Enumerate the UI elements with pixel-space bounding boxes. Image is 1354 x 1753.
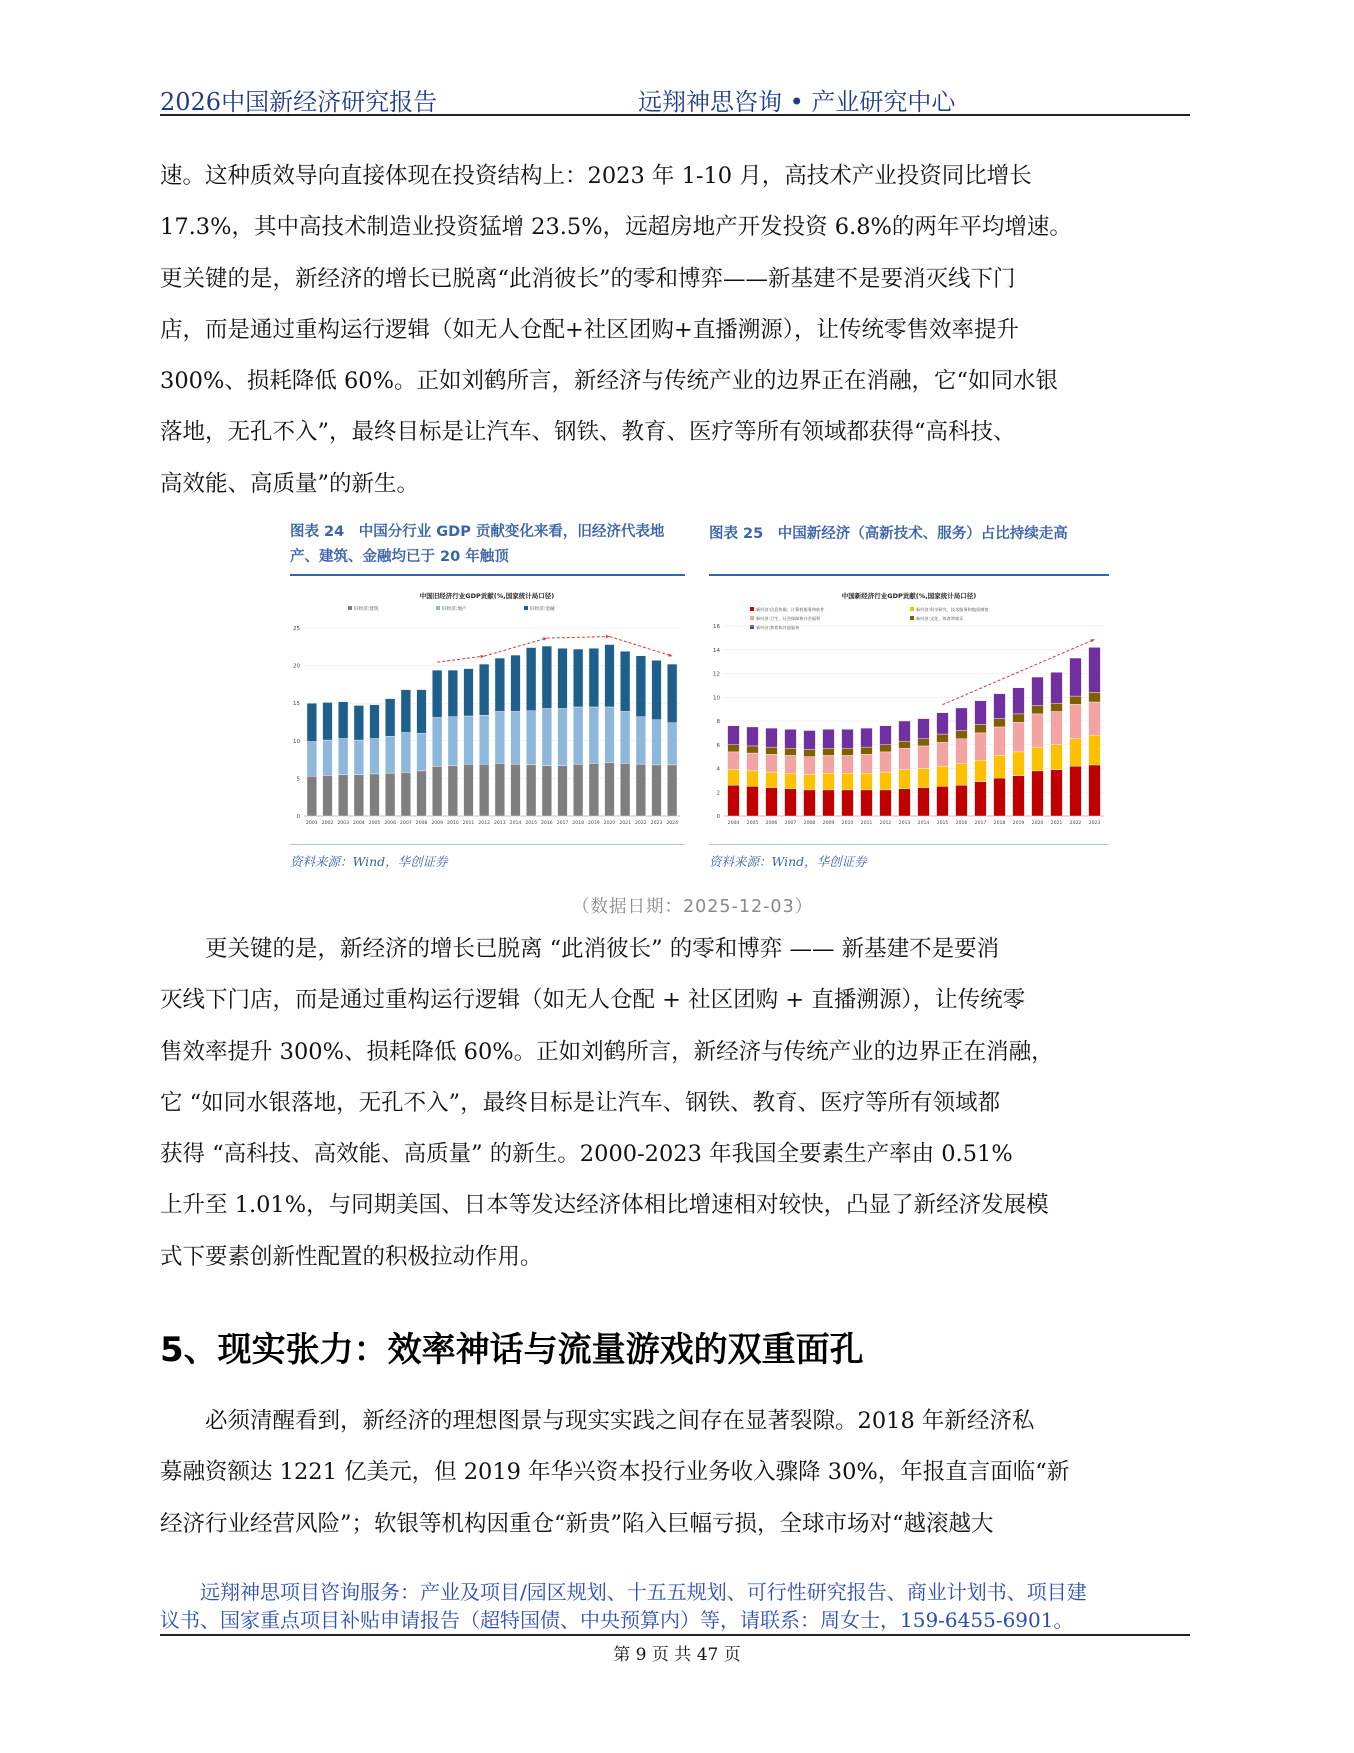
bar-segment xyxy=(652,660,662,719)
bar-segment xyxy=(975,725,987,733)
bar-segment xyxy=(842,773,854,790)
bar-segment xyxy=(766,772,778,787)
bar-segment xyxy=(464,764,474,816)
chart-title: 中国旧经济行业GDP贡献(%,国家统计局口径) xyxy=(419,592,555,600)
x-tick-label: 2012 xyxy=(879,821,892,826)
y-tick-label: 10 xyxy=(713,695,720,702)
bar-segment xyxy=(636,717,646,764)
bar-segment xyxy=(918,769,930,788)
x-tick-label: 2023 xyxy=(650,821,663,826)
bar-segment xyxy=(589,648,599,707)
bar-segment xyxy=(495,711,505,763)
bar-segment xyxy=(937,742,949,766)
x-tick-label: 2015 xyxy=(936,821,949,826)
x-tick-label: 2023 xyxy=(1088,821,1101,826)
bar-segment xyxy=(994,755,1006,778)
x-tick-label: 2003 xyxy=(337,821,350,826)
bar-segment xyxy=(747,746,759,753)
bar-segment xyxy=(323,775,333,816)
legend-label: 新经济:卫生、社会保障和社会福利 xyxy=(756,616,821,621)
bar-segment xyxy=(1013,714,1025,722)
x-tick-label: 2011 xyxy=(462,821,475,826)
x-tick-label: 2010 xyxy=(446,821,459,826)
bar-segment xyxy=(526,648,536,711)
figure-right-source: 资料来源：Wind，华创证券 xyxy=(709,854,867,869)
bar-segment xyxy=(370,739,380,774)
bar-segment xyxy=(728,770,740,785)
bar-segment xyxy=(785,789,797,816)
y-tick-label: 0 xyxy=(296,814,300,820)
chart-title: 中国新经济行业GDP贡献(%,国家统计局口径) xyxy=(841,592,977,600)
bar-segment xyxy=(975,760,987,781)
footer-note-line: 议书、国家重点项目补贴申请报告（超特国债、中央预算内）等，请联系：周女士，159-6455-6901。 xyxy=(160,1608,1074,1632)
bar-segment xyxy=(1070,696,1082,704)
page-number: 第 9 页 共 47 页 xyxy=(613,1645,741,1665)
bar-segment xyxy=(385,773,395,816)
paragraph-1 xyxy=(160,151,1190,510)
figure-left-source: 资料来源：Wind，华创证券 xyxy=(290,854,448,869)
report-title: 2026中国新经济研究报告 xyxy=(160,88,438,116)
x-tick-label: 2009 xyxy=(431,821,444,826)
legend-swatch xyxy=(910,607,914,611)
section-heading: 5、现实张力：效率神话与流量游戏的双重面孔 xyxy=(160,1330,864,1370)
bar-segment xyxy=(804,731,816,750)
bar-segment xyxy=(1051,770,1063,816)
bar-segment xyxy=(652,720,662,765)
legend-label: 新经济:信息传输、计算机服务和软件 xyxy=(756,607,825,612)
bar-segment xyxy=(918,719,930,739)
bar-segment xyxy=(667,723,677,765)
bar-segment xyxy=(1051,703,1063,711)
bar-segment xyxy=(937,713,949,734)
text-line: 式下要素创新性配置的积极拉动作用。 xyxy=(160,1243,543,1270)
x-tick-label: 2002 xyxy=(321,821,334,826)
bar-segment xyxy=(918,739,930,746)
text-line: 300%、损耗降低 60%。正如刘鹤所言，新经济与传统产业的边界正在消融，它“如同水银 xyxy=(160,368,1058,395)
text-line: 灭线下门店，而是通过重构运行逻辑（如无人仓配 + 社区团购 + 直播溯源），让传统零 xyxy=(160,987,1026,1014)
bar-segment xyxy=(370,774,380,816)
bar-segment xyxy=(823,790,835,816)
bar-segment xyxy=(1013,722,1025,752)
bar-segment xyxy=(880,790,892,816)
bar-segment xyxy=(842,790,854,816)
legend-label: 新经济:科学研究、技术服务和地质勘查 xyxy=(916,607,989,612)
bar-segment xyxy=(620,711,630,763)
bar-segment xyxy=(994,778,1006,816)
bar-segment xyxy=(589,707,599,763)
bar-segment xyxy=(1051,745,1063,770)
bar-segment xyxy=(464,716,474,764)
bar-segment xyxy=(1070,739,1082,766)
bar-segment xyxy=(605,707,615,763)
bar-segment xyxy=(511,711,521,764)
bar-segment xyxy=(899,748,911,769)
bar-segment xyxy=(1089,735,1101,765)
x-tick-label: 2016 xyxy=(955,821,968,826)
bar-segment xyxy=(1070,658,1082,696)
figure-right-bottom-rule xyxy=(709,844,1109,845)
legend-label: 旧经济:地产 xyxy=(442,607,467,612)
bar-segment xyxy=(573,707,583,764)
paragraph-2 xyxy=(160,924,1190,1283)
bar-segment xyxy=(1032,706,1044,714)
bar-segment xyxy=(785,748,797,755)
bar-segment xyxy=(880,726,892,745)
bar-segment xyxy=(785,755,797,773)
trend-line xyxy=(547,637,610,639)
x-tick-label: 2024 xyxy=(666,821,679,826)
x-tick-label: 2013 xyxy=(493,821,506,826)
bar-segment xyxy=(823,748,835,755)
legend-swatch xyxy=(750,625,754,629)
bar-segment xyxy=(511,655,521,711)
bar-segment xyxy=(1070,766,1082,816)
legend-label: 新经济:文化、体育和娱乐 xyxy=(916,616,964,621)
text-line: 必须清醒看到，新经济的理想图景与现实实践之间存在显著裂隙。2018 年新经济私 xyxy=(160,1408,1035,1434)
bar-segment xyxy=(417,733,427,771)
bar-segment xyxy=(975,782,987,816)
x-tick-label: 2020 xyxy=(603,821,616,826)
bar-segment xyxy=(620,651,630,711)
footer-contact-note xyxy=(160,1578,1190,1634)
y-tick-label: 8 xyxy=(716,719,720,725)
bar-segment xyxy=(785,729,797,748)
bar-segment xyxy=(1089,765,1101,816)
bar-segment xyxy=(667,765,677,816)
bar-segment xyxy=(526,765,536,816)
x-tick-label: 2001 xyxy=(305,821,318,826)
legend-swatch xyxy=(524,606,528,610)
text-line: 17.3%，其中高技术制造业投资猛增 23.5%，远超房地产开发投资 6.8%的两年平均增速。 xyxy=(160,214,1072,241)
bar-segment xyxy=(370,705,380,739)
text-line: 更关键的是，新经济的增长已脱离 “此消彼长” 的零和博弈 —— 新基建不是要消 xyxy=(160,936,1000,962)
bar-segment xyxy=(918,746,930,769)
bar-segment xyxy=(385,699,395,737)
bar-segment xyxy=(747,786,759,816)
bar-segment xyxy=(994,719,1006,727)
new-economy-gdp-chart xyxy=(708,590,1110,832)
y-tick-label: 12 xyxy=(713,671,720,678)
bar-segment xyxy=(747,771,759,786)
figure-left-rule xyxy=(290,574,685,576)
bar-segment xyxy=(323,740,333,775)
bar-segment xyxy=(994,694,1006,719)
x-tick-label: 2017 xyxy=(974,821,987,826)
bar-segment xyxy=(526,711,536,765)
bar-segment xyxy=(861,790,873,816)
bar-segment xyxy=(766,747,778,754)
y-tick-label: 4 xyxy=(716,766,720,773)
legend-swatch xyxy=(910,616,914,620)
bar-segment xyxy=(495,763,505,816)
x-tick-label: 2011 xyxy=(860,821,873,826)
text-line: 上升至 1.01%，与同期美国、日本等发达经济体相比增速相对较快，凸显了新经济发展模 xyxy=(160,1192,1049,1219)
bar-segment xyxy=(573,649,583,707)
bar-segment xyxy=(1089,693,1101,703)
text-line: 落地，无孔不入”，最终目标是让汽车、钢铁、教育、医疗等所有领域都获得“高科技、 xyxy=(160,419,1016,446)
x-tick-label: 2005 xyxy=(746,821,759,826)
bar-segment xyxy=(994,727,1006,756)
bar-segment xyxy=(573,764,583,816)
x-tick-label: 2008 xyxy=(803,821,816,826)
x-tick-label: 2018 xyxy=(572,821,585,826)
y-tick-label: 6 xyxy=(716,742,720,749)
bar-segment xyxy=(842,755,854,773)
figure-left-caption: 图表 24 中国分行业 GDP 贡献变化来看，旧经济代表地产、建筑、金融均已于 20 年触顶 xyxy=(290,524,665,565)
bar-segment xyxy=(558,766,568,816)
bar-segment xyxy=(636,656,646,717)
bar-segment xyxy=(1032,677,1044,706)
x-tick-label: 2014 xyxy=(917,821,930,826)
bar-segment xyxy=(1013,688,1025,714)
footer-note-line: 远翔神思项目咨询服务：产业及项目/园区规划、十五五规划、可行性研究报告、商业计划书、项目建 xyxy=(160,1580,1087,1604)
bar-segment xyxy=(823,773,835,790)
bar-segment xyxy=(785,773,797,788)
bar-segment xyxy=(766,728,778,747)
bar-segment xyxy=(542,708,552,765)
bar-segment xyxy=(307,776,317,816)
x-tick-label: 2005 xyxy=(368,821,381,826)
bar-segment xyxy=(1013,752,1025,776)
bar-segment xyxy=(1089,702,1101,735)
bar-segment xyxy=(542,766,552,816)
bar-segment xyxy=(747,727,759,746)
x-tick-label: 2019 xyxy=(1012,821,1025,826)
bar-segment xyxy=(804,774,816,789)
bar-segment xyxy=(432,670,442,717)
legend-label: 旧经济:建筑 xyxy=(354,607,379,612)
bar-segment xyxy=(448,670,458,717)
text-line: 售效率提升 300%、损耗降低 60%。正如刘鹤所言，新经济与传统产业的边界正在消融， xyxy=(160,1038,1054,1065)
text-line: 高效能、高质量”的新生。 xyxy=(160,470,420,497)
y-tick-label: 15 xyxy=(293,701,300,708)
x-tick-label: 2009 xyxy=(822,821,835,826)
bar-segment xyxy=(804,790,816,816)
bar-segment xyxy=(432,766,442,816)
bar-segment xyxy=(432,717,442,766)
bar-segment xyxy=(401,772,411,816)
bar-segment xyxy=(1032,771,1044,816)
bar-segment xyxy=(880,752,892,772)
bar-segment xyxy=(558,708,568,765)
paragraph-3 xyxy=(160,1396,1190,1550)
x-tick-label: 2015 xyxy=(525,821,538,826)
bar-segment xyxy=(728,745,740,752)
bar-segment xyxy=(842,729,854,748)
x-tick-label: 2018 xyxy=(993,821,1006,826)
x-tick-label: 2020 xyxy=(1031,821,1044,826)
y-tick-label: 16 xyxy=(713,624,720,630)
figure-right-rule xyxy=(709,574,1109,576)
bar-segment xyxy=(636,764,646,816)
x-tick-label: 2012 xyxy=(478,821,491,826)
text-line: 速。这种质效导向直接体现在投资结构上：2023 年 1-10 月，高技术产业投资同比增长 xyxy=(160,163,1032,189)
text-line: 经济行业经营风险”；软银等机构因重仓“新贵”陷入巨幅亏损，全球市场对“越滚越大 xyxy=(160,1510,994,1537)
bar-segment xyxy=(899,741,911,748)
bar-segment xyxy=(804,750,816,757)
trend-line xyxy=(610,637,673,657)
x-tick-label: 2007 xyxy=(784,821,797,826)
bar-segment xyxy=(1051,672,1063,703)
bar-segment xyxy=(747,753,759,771)
bar-segment xyxy=(728,785,740,816)
bar-segment xyxy=(823,729,835,748)
legend-swatch xyxy=(348,606,352,610)
bar-segment xyxy=(495,658,505,711)
footer-rule xyxy=(160,1634,1190,1636)
x-tick-label: 2022 xyxy=(634,821,647,826)
x-tick-label: 2014 xyxy=(509,821,522,826)
x-tick-label: 2019 xyxy=(587,821,600,826)
bar-segment xyxy=(842,748,854,755)
bar-segment xyxy=(448,717,458,766)
bar-segment xyxy=(1089,647,1101,692)
x-tick-label: 2006 xyxy=(384,821,397,826)
bar-segment xyxy=(667,664,677,723)
y-tick-label: 5 xyxy=(296,776,300,783)
bar-segment xyxy=(401,690,411,733)
data-date-note: （数据日期：2025-12-03） xyxy=(572,897,814,917)
bar-segment xyxy=(652,765,662,816)
bar-segment xyxy=(354,705,364,740)
bar-segment xyxy=(338,775,348,816)
text-line: 更关键的是，新经济的增长已脱离“此消彼长”的零和博弈——新基建不是要消灭线下门 xyxy=(160,265,1016,292)
old-economy-gdp-chart xyxy=(288,590,686,832)
figure-right-caption: 图表 25 中国新经济（高新技术、服务）占比持续走高 xyxy=(709,526,1068,542)
legend-label: 旧经济:金融 xyxy=(530,607,555,612)
bar-segment xyxy=(804,757,816,775)
legend-label: 新经济:教育和其他服务 xyxy=(756,625,800,630)
bar-segment xyxy=(766,788,778,817)
bar-segment xyxy=(620,763,630,816)
y-tick-label: 0 xyxy=(716,814,720,820)
bar-segment xyxy=(307,703,317,741)
y-tick-label: 10 xyxy=(293,738,300,745)
bar-segment xyxy=(766,754,778,772)
bar-segment xyxy=(401,733,411,773)
bar-segment xyxy=(558,648,568,708)
bar-segment xyxy=(956,785,968,816)
bar-segment xyxy=(464,669,474,716)
bar-segment xyxy=(323,702,333,740)
x-tick-label: 2021 xyxy=(619,821,632,826)
x-tick-label: 2007 xyxy=(399,821,412,826)
bar-segment xyxy=(861,728,873,747)
bar-segment xyxy=(823,755,835,773)
legend-swatch xyxy=(750,616,754,620)
bar-segment xyxy=(354,740,364,775)
bar-segment xyxy=(899,770,911,789)
bar-segment xyxy=(899,789,911,816)
figure-left-bottom-rule xyxy=(290,844,685,845)
y-tick-label: 20 xyxy=(293,663,300,670)
bar-segment xyxy=(1032,747,1044,771)
y-tick-label: 14 xyxy=(713,647,720,654)
bar-segment xyxy=(479,664,489,715)
bar-segment xyxy=(975,733,987,760)
bar-segment xyxy=(479,764,489,816)
trend-line xyxy=(484,638,547,656)
bar-segment xyxy=(728,726,740,745)
bar-segment xyxy=(937,786,949,816)
text-line: 店，而是通过重构运行逻辑（如无人仓配+社区团购+直播溯源），让传统零售效率提升 xyxy=(160,316,1019,343)
x-tick-label: 2008 xyxy=(415,821,428,826)
publisher-name: 远翔神思咨询 • 产业研究中心 xyxy=(638,88,956,116)
bar-segment xyxy=(417,690,427,734)
y-tick-label: 2 xyxy=(716,790,720,797)
x-tick-label: 2021 xyxy=(1050,821,1063,826)
bar-segment xyxy=(417,771,427,816)
x-tick-label: 2004 xyxy=(727,821,740,826)
bar-segment xyxy=(1032,714,1044,747)
bar-segment xyxy=(899,721,911,741)
x-tick-label: 2016 xyxy=(540,821,553,826)
bar-segment xyxy=(861,754,873,773)
bar-segment xyxy=(1051,712,1063,745)
bar-segment xyxy=(861,747,873,754)
x-tick-label: 2006 xyxy=(765,821,778,826)
bar-segment xyxy=(605,645,615,707)
bar-segment xyxy=(956,739,968,764)
y-tick-label: 25 xyxy=(293,626,300,632)
bar-segment xyxy=(937,766,949,786)
trend-arrowhead xyxy=(543,637,547,640)
bar-segment xyxy=(918,788,930,817)
bar-segment xyxy=(956,731,968,739)
bar-segment xyxy=(307,742,317,777)
trend-arrowhead xyxy=(606,635,610,638)
bar-segment xyxy=(605,763,615,816)
bar-segment xyxy=(1013,776,1025,816)
bar-segment xyxy=(542,646,552,708)
x-tick-label: 2013 xyxy=(898,821,911,826)
bar-segment xyxy=(956,708,968,731)
bar-segment xyxy=(448,766,458,816)
legend-swatch xyxy=(436,606,440,610)
page-header xyxy=(160,82,1190,116)
bar-segment xyxy=(1070,704,1082,738)
bar-segment xyxy=(880,772,892,790)
legend-swatch xyxy=(750,607,754,611)
bar-segment xyxy=(956,764,968,785)
text-line: 募融资额达 1221 亿美元，但 2019 年华兴资本投行业务收入骤降 30%，年报直言面临“新 xyxy=(160,1459,1070,1486)
bar-segment xyxy=(338,702,348,739)
trend-line xyxy=(437,656,484,662)
bar-segment xyxy=(479,715,489,764)
x-tick-label: 2022 xyxy=(1069,821,1082,826)
bar-segment xyxy=(728,752,740,770)
x-tick-label: 2017 xyxy=(556,821,569,826)
bar-segment xyxy=(880,745,892,752)
text-line: 获得 “高科技、高效能、高质量” 的新生。2000-2023 年我国全要素生产率由 0.51% xyxy=(160,1141,1013,1168)
x-tick-label: 2004 xyxy=(352,821,365,826)
bar-segment xyxy=(861,773,873,790)
x-tick-label: 2010 xyxy=(841,821,854,826)
text-line: 它 “如同水银落地，无孔不入”，最终目标是让汽车、钢铁、教育、医疗等所有领域都 xyxy=(160,1089,1001,1116)
bar-segment xyxy=(354,775,364,816)
bar-segment xyxy=(385,736,395,773)
bar-segment xyxy=(975,701,987,725)
bar-segment xyxy=(937,734,949,742)
bar-segment xyxy=(338,739,348,775)
bar-segment xyxy=(511,764,521,816)
bar-segment xyxy=(589,763,599,816)
